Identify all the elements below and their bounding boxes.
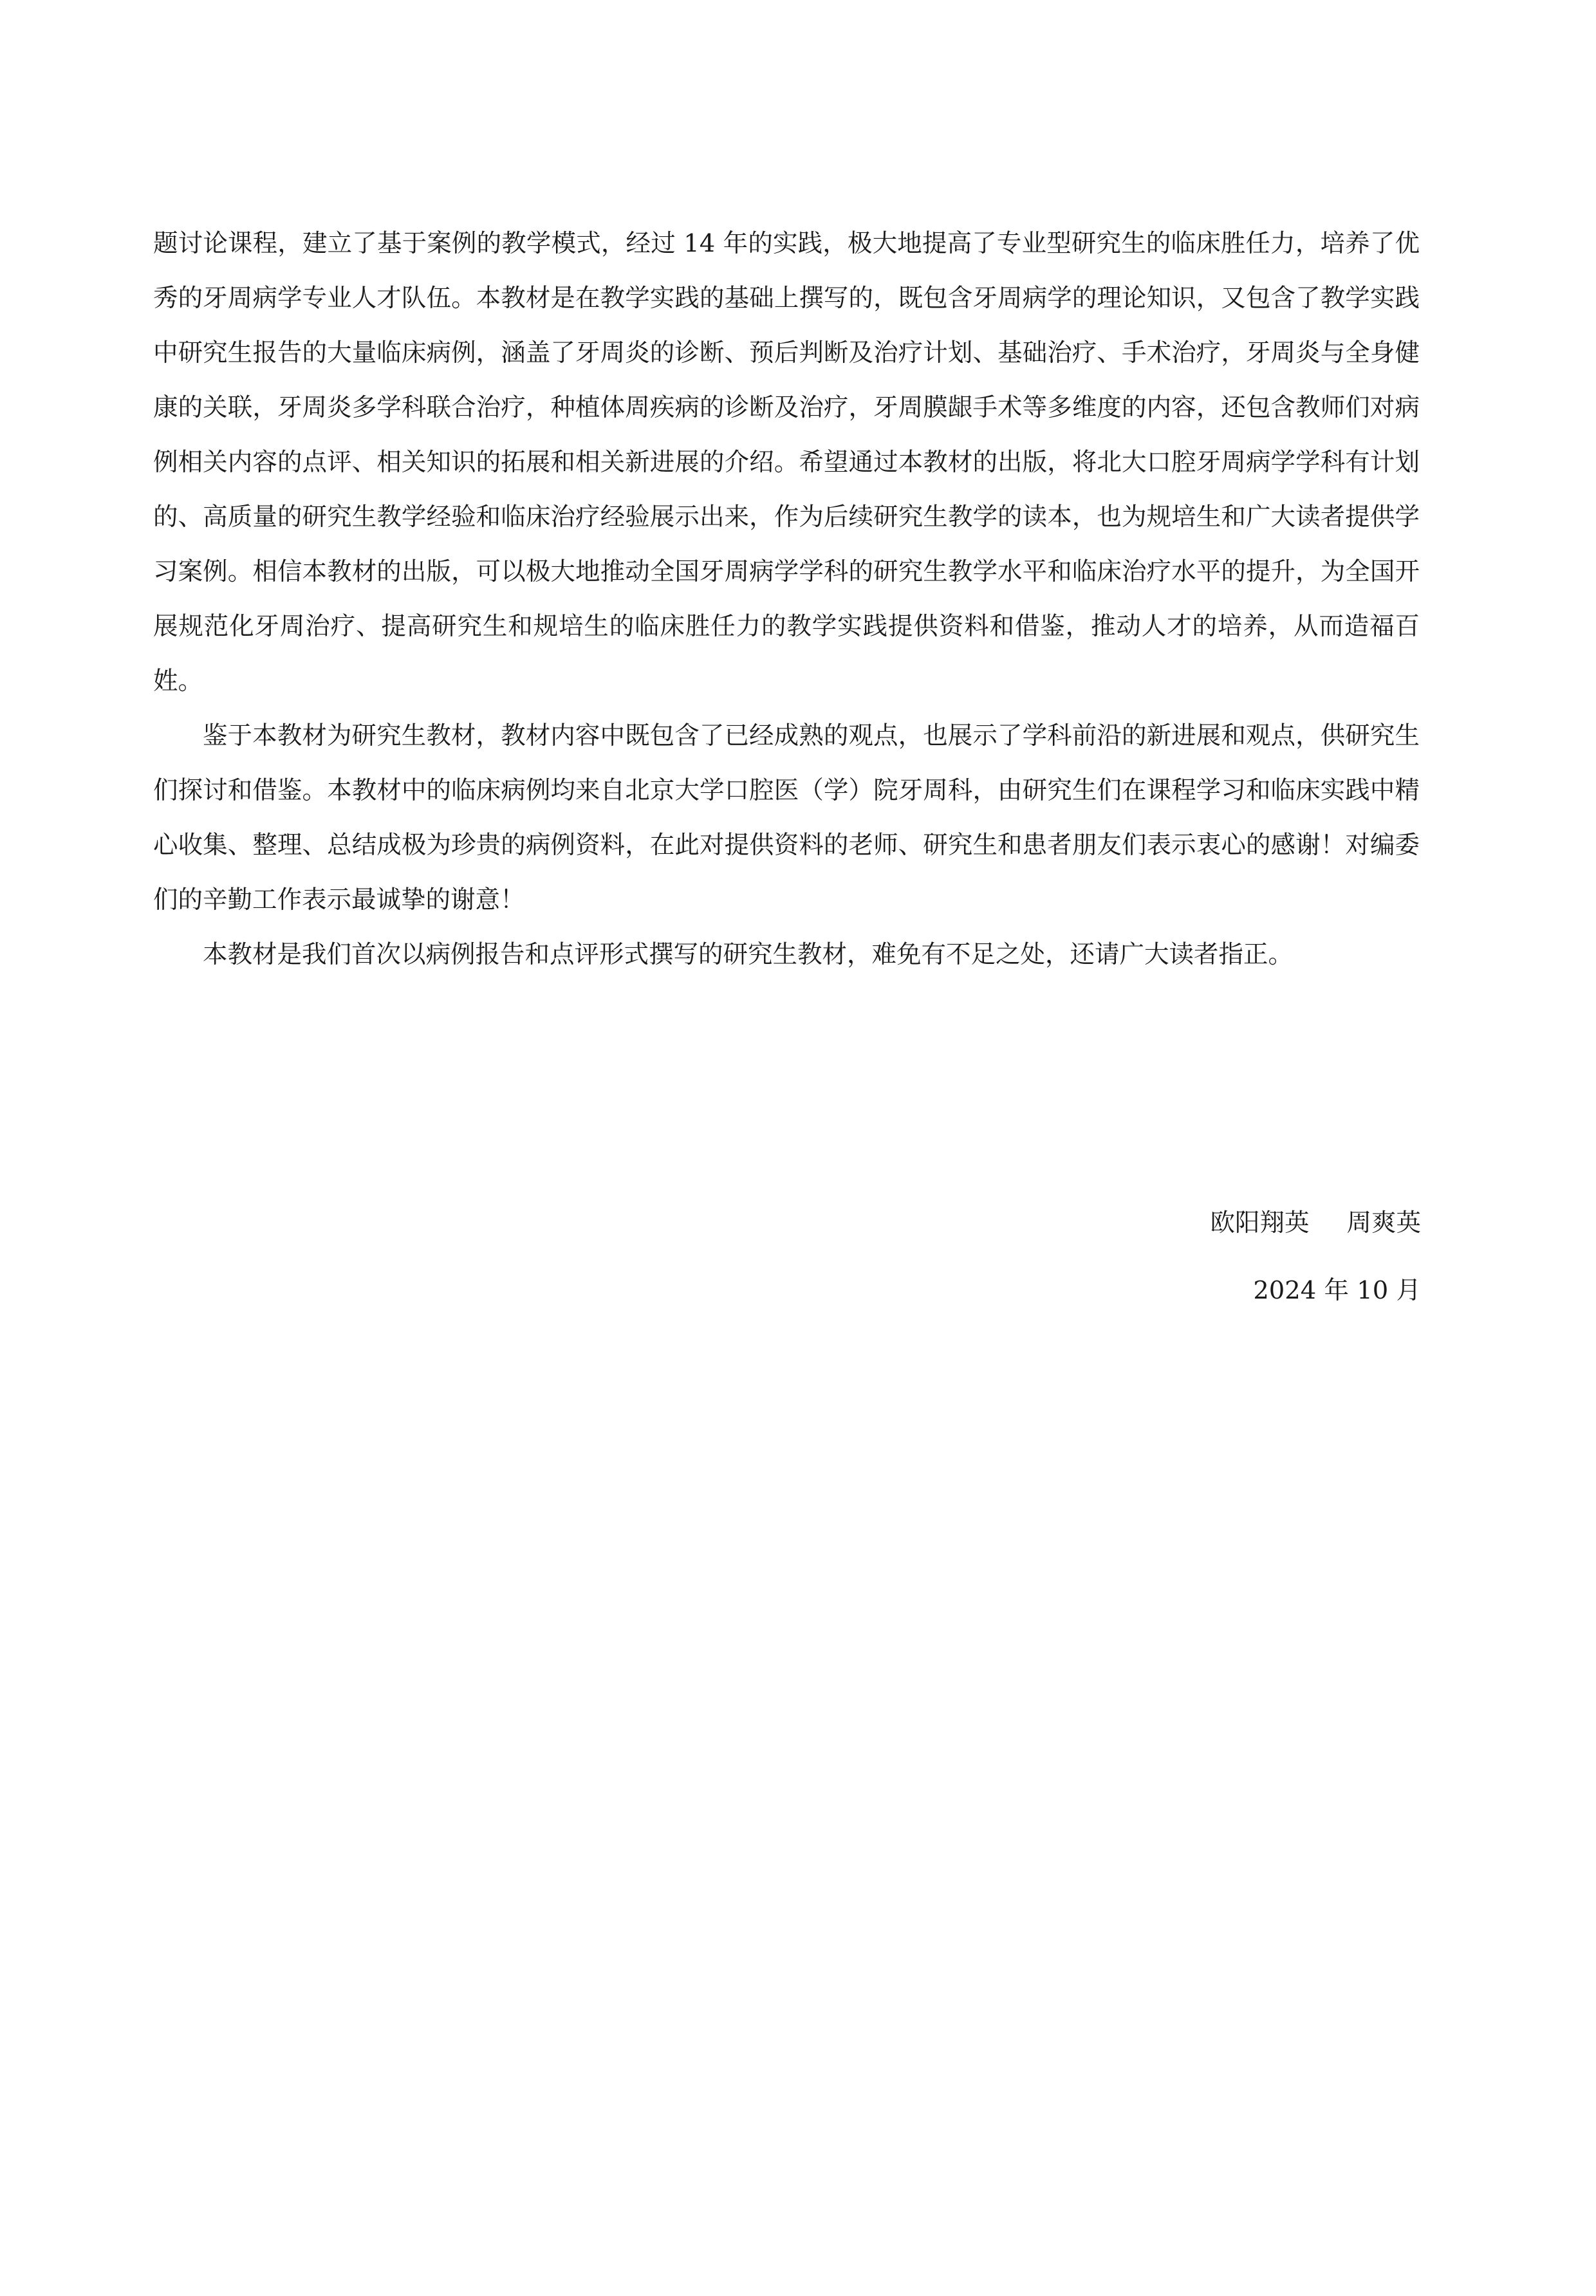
signature-block (1210, 1196, 1421, 1318)
paragraph-acknowledgement: 鉴于本教材为研究生教材，教材内容中既包含了已经成熟的观点，也展示了学科前沿的新进展和观点，供研究生们探讨和借鉴。本教材中的临床病例均来自北京大学口腔医（学）院牙周科，由研究生们在课程学习和临床实践中精心收集、整理、总结成极为珍贵的病例资料，在此对提供资料的老师、研究生和患者朋友们表示衷心的感谢！对编委们的辛勤工作表示最诚挚的谢意！ (153, 721, 1420, 914)
paragraph-closing: 本教材是我们首次以病例报告和点评形式撰写的研究生教材，难免有不足之处，还请广大读者指正。 (203, 940, 1294, 969)
author-names (1210, 1196, 1421, 1250)
author-name: 周爽英 (1346, 1208, 1421, 1237)
signature-date: 2024 年 10 月 (1253, 1276, 1421, 1305)
author-name: 欧阳翔英 (1210, 1208, 1310, 1237)
body-text (153, 216, 1420, 982)
paragraph-continued: 题讨论课程，建立了基于案例的教学模式，经过 14 年的实践，极大地提高了专业型研究生的临床胜任力，培养了优秀的牙周病学专业人才队伍。本教材是在教学实践的基础上撰写的，既包含牙周病学的理论知识，又包含了教学实践中研究生报告的大量临床病例，涵盖了牙周炎的诊断、预后判断及治疗计划、基础治疗、手术治疗，牙周炎与全身健康的关联，牙周炎多学科联合治疗，种植体周疾病的诊断及治疗，牙周膜龈手术等多维度的内容，还包含教师们对病例相关内容的点评、相关知识的拓展和相关新进展的介绍。希望通过本教材的出版，将北大口腔牙周病学学科有计划的、高质量的研究生教学经验和临床治疗经验展示出来，作为后续研究生教学的读本，也为规培生和广大读者提供学习案例。相信本教材的出版，可以极大地推动全国牙周病学学科的研究生教学水平和临床治疗水平的提升，为全国开展规范化牙周治疗、提高研究生和规培生的临床胜任力的教学实践提供资料和借鉴，推动人才的培养，从而造福百姓。 (153, 229, 1420, 696)
